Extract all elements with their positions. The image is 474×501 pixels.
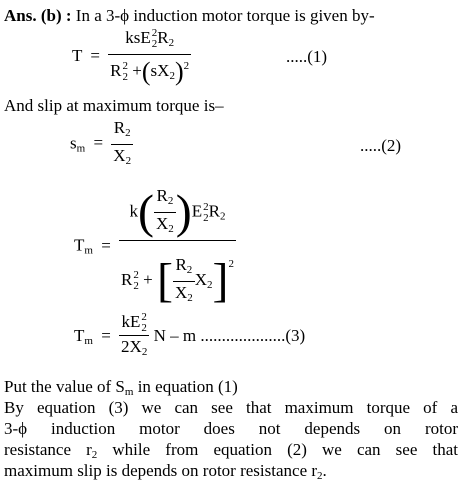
intro-text: In a 3-ϕ induction motor torque is given by- [75,6,375,25]
eq2-fraction: $\frac{R_2}{X_2}$ [113,118,132,167]
eq1-equals: = [90,45,100,65]
conclusion-line-4: maximum slip is depends on rotor resistance $r_2$. [4,461,327,482]
tm-numerator: k( $\frac{R_2}{X_2}$ )E 2 2 $R_2$ [129,185,226,239]
tm-denominator: R 2 2 + [ $\frac{R_2}{X_2}$ $X_2]^2$ [121,254,235,308]
conclusion-line-1: By equation (3) we can see that maximum torque of a [4,398,458,417]
eq3-unit: N – m [153,325,197,345]
eq3-number: ....................(3) [200,325,306,345]
equation-1 [72,28,191,86]
slip-text: And slip at maximum torque is– [4,96,224,115]
eq3-fraction: kE 2 2 $2X_2$ [121,311,148,359]
eq2-number: .....(2) [360,136,402,155]
equation-tm: $T_m$ = k( $\frac{R_2}{X_2}$ )E 2 2 $R_2$ R 2 2 + [ $\frac{R_2}{X_2}$ $X_2]^2$ [74,185,235,308]
eq1-numerator: ksE 2 2 $R_2$ [125,27,175,51]
answer-label: Ans. (b) : [4,6,72,25]
conclusion-line-3: resistance $r_2$ while from equation (2) we can see that [4,440,458,461]
conclusion-line-2: 3-ϕ induction motor does not depends on rotor [4,419,458,438]
put-value-line: Put the value of $S_m$ in equation (1) [4,377,238,398]
eq1-number: .....(1) [286,47,328,66]
eq1-fraction [108,28,191,86]
eq1-lhs: T [72,45,83,65]
equation-3: $T_m$ = kE 2 2 $2X_2$ N – m ....................(3) [74,312,305,362]
intro-line [4,6,375,26]
tm-fraction [119,186,236,308]
equation-2: $s_m$ = $\frac{R_2}{X_2}$ [70,118,133,171]
eq1-denominator: R 2 2 $+(sX_2)^2$ [110,57,190,87]
